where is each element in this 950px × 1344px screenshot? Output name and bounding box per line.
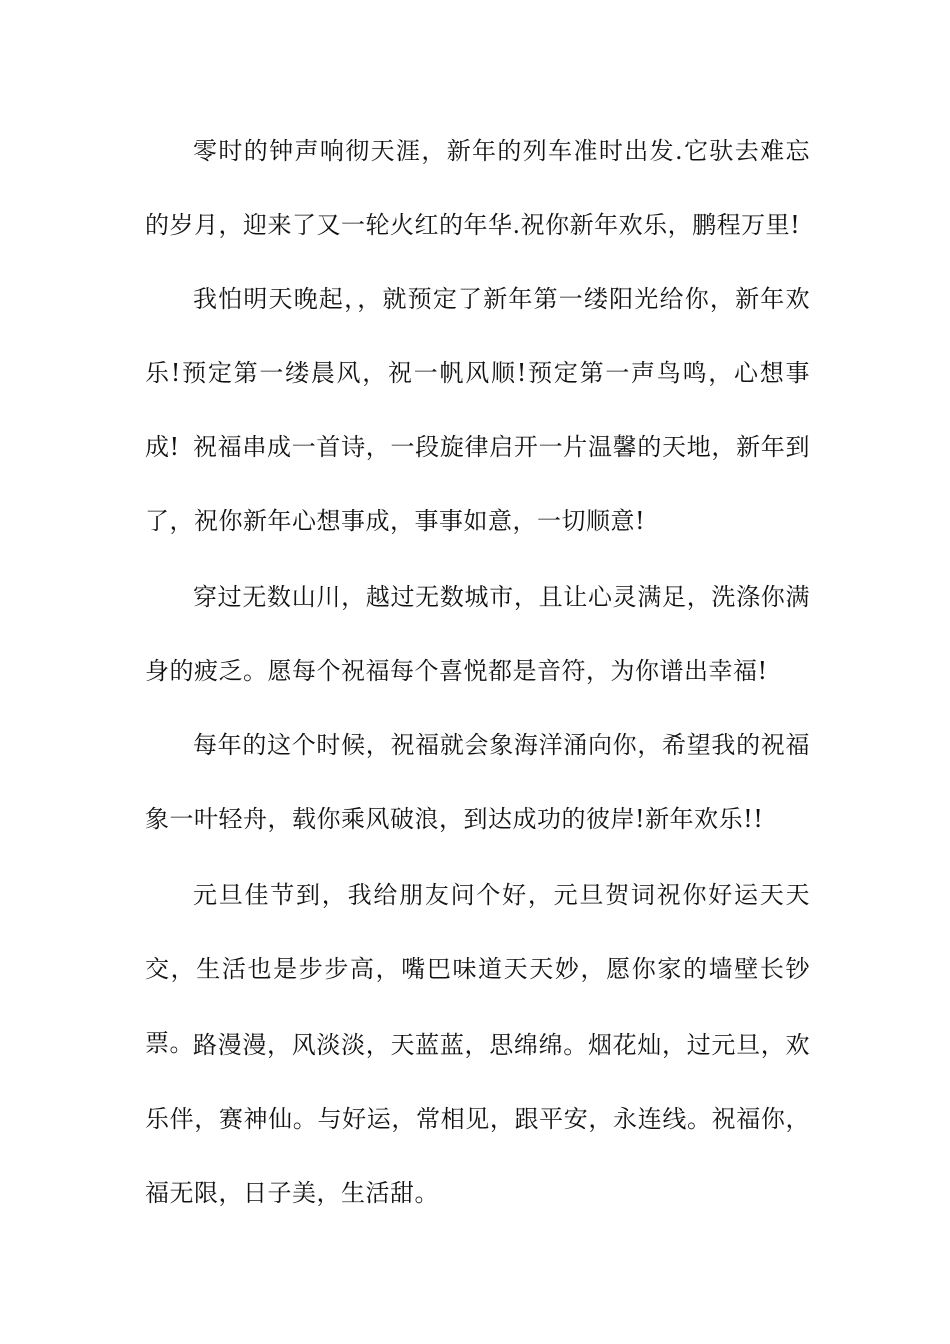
paragraph-1: 零时的钟声响彻天涯，新年的列车准时出发.它驮去难忘的岁月，迎来了又一轮火红的年华.祝你新年欢乐，鹏程万里! bbox=[145, 137, 810, 239]
paragraph-3: 祝福串成一首诗，一段旋律启开一片温馨的天地，新年到了，祝你新年心想事成，事事如意，一切顺意! bbox=[145, 433, 810, 535]
paragraph-5: 每年的这个时候，祝福就会象海洋涌向你，希望我的祝福象一叶轻舟，载你乘风破浪，到达成功的彼岸!新年欢乐!! bbox=[145, 731, 810, 833]
paragraph-6: 元旦佳节到，我给朋友问个好，元旦贺词祝你好运天天交，生活也是步步高，嘴巴味道天天妙，愿你家的墙壁长钞票。 bbox=[145, 881, 810, 1057]
paragraph-4: 穿过无数山川，越过无数城市，且让心灵满足，洗涤你满身的疲乏。愿每个祝福每个喜悦都是音符，为你谱出幸福! bbox=[145, 583, 810, 685]
paragraph-7: 路漫漫，风淡淡，天蓝蓝，思绵绵。烟花灿，过元旦，欢乐伴，赛神仙。与好运，常相见，跟平安，永连线。祝福你，福无限，日子美，生活甜。 bbox=[145, 1031, 810, 1207]
paragraph-2: 我怕明天晚起，，就预定了新年第一缕阳光给你，新年欢乐!预定第一缕晨风，祝一帆风顺!预定第一声鸟鸣，心想事成! bbox=[145, 285, 810, 461]
